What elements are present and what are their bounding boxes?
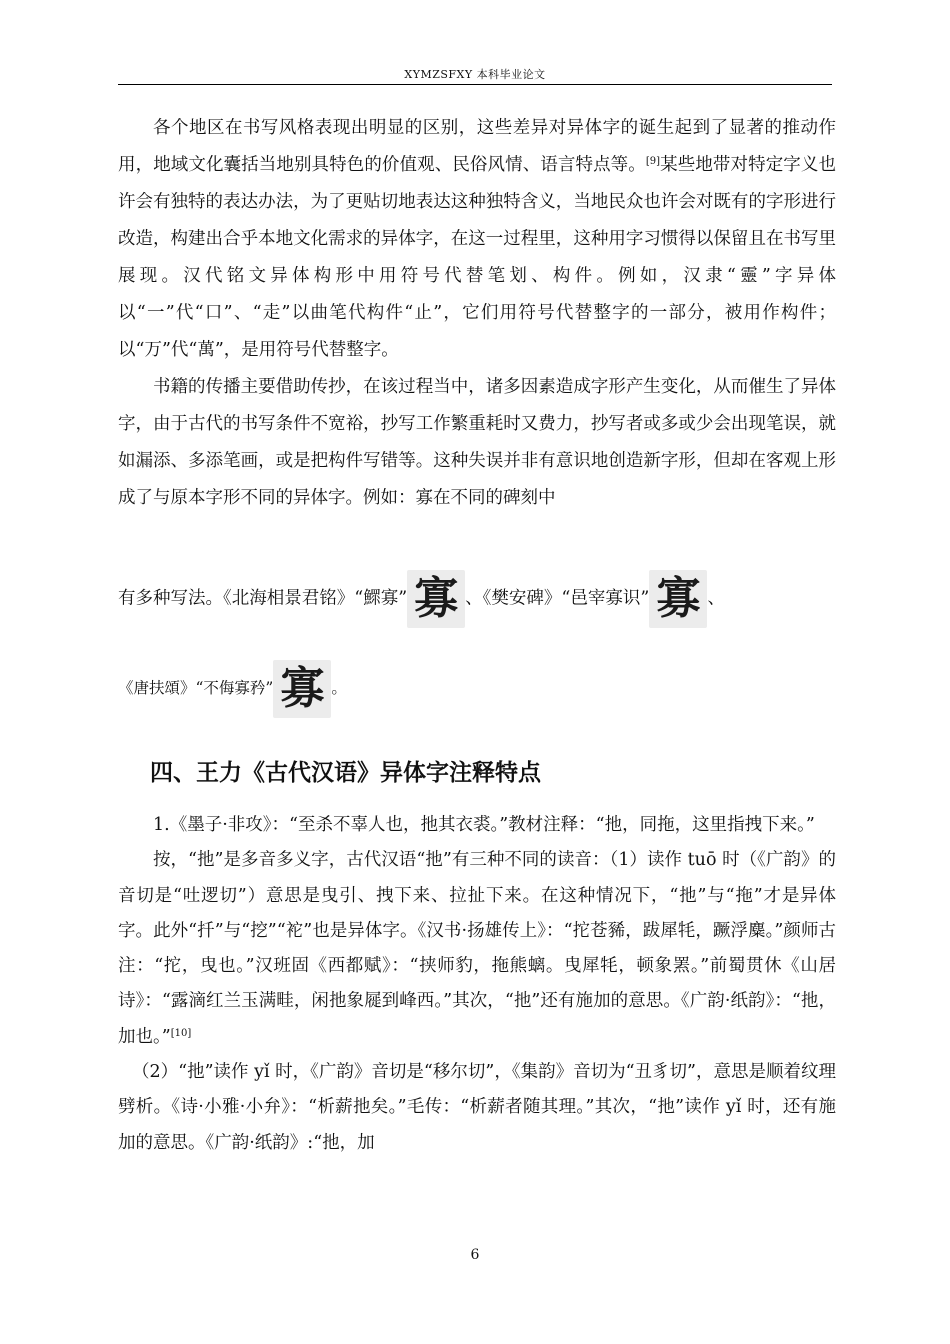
glyph-caption: 有多种写法。《北海相景君铭》“鰥寡” [118,588,408,609]
separator: 、 [465,588,483,609]
body-bottom [118,808,836,1161]
page-number: 6 [470,1247,480,1263]
body-top [118,110,836,517]
page-header: XYMZSFXY 本科毕业论文 [404,68,546,81]
paragraph-regional-variants [118,110,836,369]
citation-ref: [10] [170,1027,192,1039]
paragraph-text: 各个地区在书写风格表现出明显的区别，这些差异对异体字的诞生起到了显著的推动作用，地域文化囊括当地别具特色的价值观、民俗风情、语言特点等。 [118,118,836,175]
citation-ref: [9] [645,156,661,167]
paragraph-text: 按，“扡”是多音多义字，古代汉语“扡”有三种不同的读音：（1）读作 tuō 时（《广韵》的音切是“吐逻切”）意思是曳引、拽下来、拉扯下来。在这种情况下，“扡”与“拖”才是异体字。此外“扦”与“挖”“袉”也是异体字。《汉书·扬雄传上》：“拕苍豨，跋犀牦，蹶浮麋。”颜师古注：“拕，曳也。”汉班固《西都赋》：“挟师豹，拖熊螭。曳犀牦，顿象罴。”前蜀贯休《山居诗》：“露滴红兰玉满畦，闲扡象屣到峰西。”其次，“扡”还有施加的意思。《广韵·纸韵》：“扡，加也。” [118,850,836,1047]
glyph-image-1: 寡 [407,570,465,628]
glyph-image-2: 寡 [649,570,707,628]
paragraph-text: 某些地带对特定字义也许会有独特的表达办法，为了更贴切地表达这种独特含义，当地民众也许会对既有的字形进行改造，构建出合乎本地文化需求的异体字，在这一过程里，这种用字习惯得以保留且在书写里展现。汉代铭文异体构形中用符号代替笔划、构件。例如，汉隶“靈”字异体以“一”代“口”、“走”以曲笔代构件“止”，它们用符号代替整字的一部分，被用作构件；以“万”代“萬”，是用符号代替整字。 [118,155,837,360]
separator: 。 [331,679,347,697]
paragraph-analysis [118,843,836,1055]
glyph-caption: 《樊安碑》“邑宰寡识” [482,588,650,609]
glyph-caption: 《唐扶頌》“不侮寡矜” [118,679,274,697]
separator: 、 [707,588,725,609]
header-rule [118,84,832,85]
section-title: 四、王力《古代汉语》异体字注释特点 [150,760,541,786]
paragraph-reading-2: （2）“扡”读作 yǐ 时，《广韵》音切是“移尔切”，《集韵》音切为“丑豸切”，意思是顺着纹理劈析。《诗·小雅·小弁》：“析薪扡矣。”毛传：“析薪者随其理。”其次，“扡”读作 yǐ 时，还有施加的意思。《广韵·纸韵》:“扡，加 [118,1062,836,1153]
glyph-example-line-2 [118,660,347,718]
glyph-example-line-1 [118,570,725,628]
glyph-image-3: 寡 [273,660,331,718]
paragraph-transcription: 书籍的传播主要借助传抄，在该过程当中，诸多因素造成字形产生变化，从而催生了异体字，由于古代的书写条件不宽裕，抄写工作繁重耗时又费力，抄写者或多或少会出现笔误，就如漏添、多添笔画，或是把构件写错等。这种失误并非有意识地创造新字形，但却在客观上形成了与原本字形不同的异体字。例如：寡在不同的碑刻中 [118,377,836,508]
example-item-1: 1.《墨子·非攻》：“至杀不辜人也，扡其衣裘。”教材注释：“扡，同拖，这里指拽下来。” [153,815,815,835]
